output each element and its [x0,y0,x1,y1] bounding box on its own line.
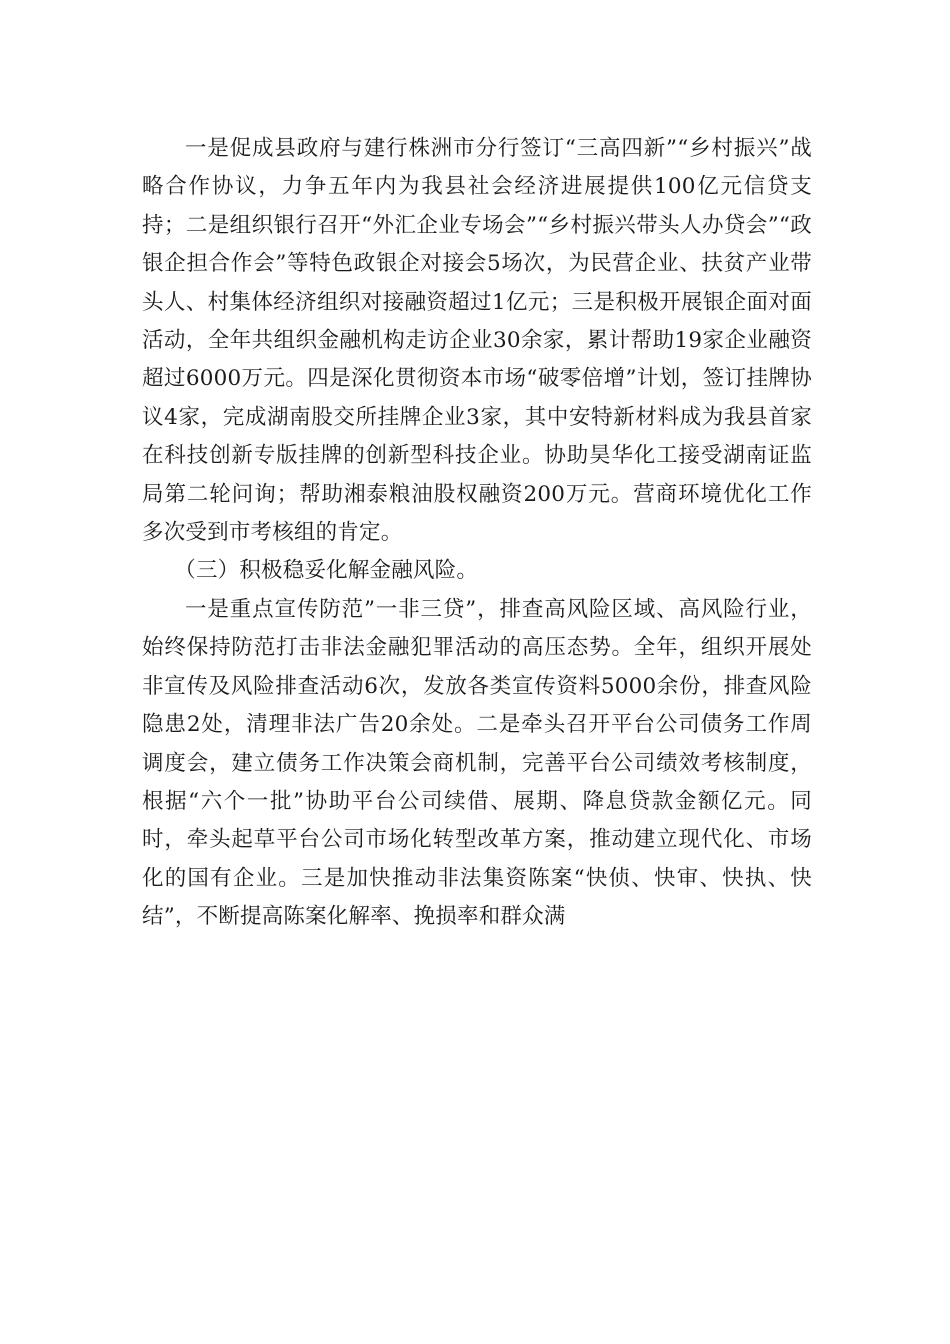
document-body [142,130,812,937]
paragraph-financing-support: 一是促成县政府与建行株洲市分行签订“三高四新”“乡村振兴”战略合作协议，力争五年内为我县社会经济进展提供100亿元信贷支持；二是组织银行召开“外汇企业专场会”“乡村振兴带头人办贷会”“政银企担合作会”等特色政银企对接会5场次，为民营企业、扶贫产业带头人、村集体经济组织对接融资超过1亿元；三是积极开展银企面对面活动，全年共组织金融机构走访企业30余家，累计帮助19家企业融资超过6000万元。四是深化贯彻资本市场“破零倍增”计划，签订挂牌协议4家，完成湖南股交所挂牌企业3家，其中安特新材料成为我县首家在科技创新专版挂牌的创新型科技企业。协助昊华化工接受湖南证监局第二轮问询；帮助湘泰粮油股权融资200万元。营商环境优化工作多次受到市考核组的肯定。 [142,136,812,546]
section-heading-risk: （三）积极稳妥化解金融风险。 [174,558,479,584]
paragraph-risk-prevention: 一是重点宣传防范”一非三贷”，排查高风险区域、高风险行业，始终保持防范打击非法金融犯罪活动的高压态势。全年，组织开展处非宣传及风险排查活动6次，发放各类宣传资料5000余份，排查风险隐患2处，清理非法广告20余处。二是牵头召开平台公司债务工作周调度会，建立债务工作决策会商机制，完善平台公司绩效考核制度，根据“六个一批”协助平台公司续借、展期、降息贷款金额亿元。同时，牵头起草平台公司市场化转型改革方案，推动建立现代化、市场化的国有企业。三是加快推动非法集资陈案“快侦、快审、快执、快结”，不断提高陈案化解率、挽损率和群众满 [142,596,812,930]
